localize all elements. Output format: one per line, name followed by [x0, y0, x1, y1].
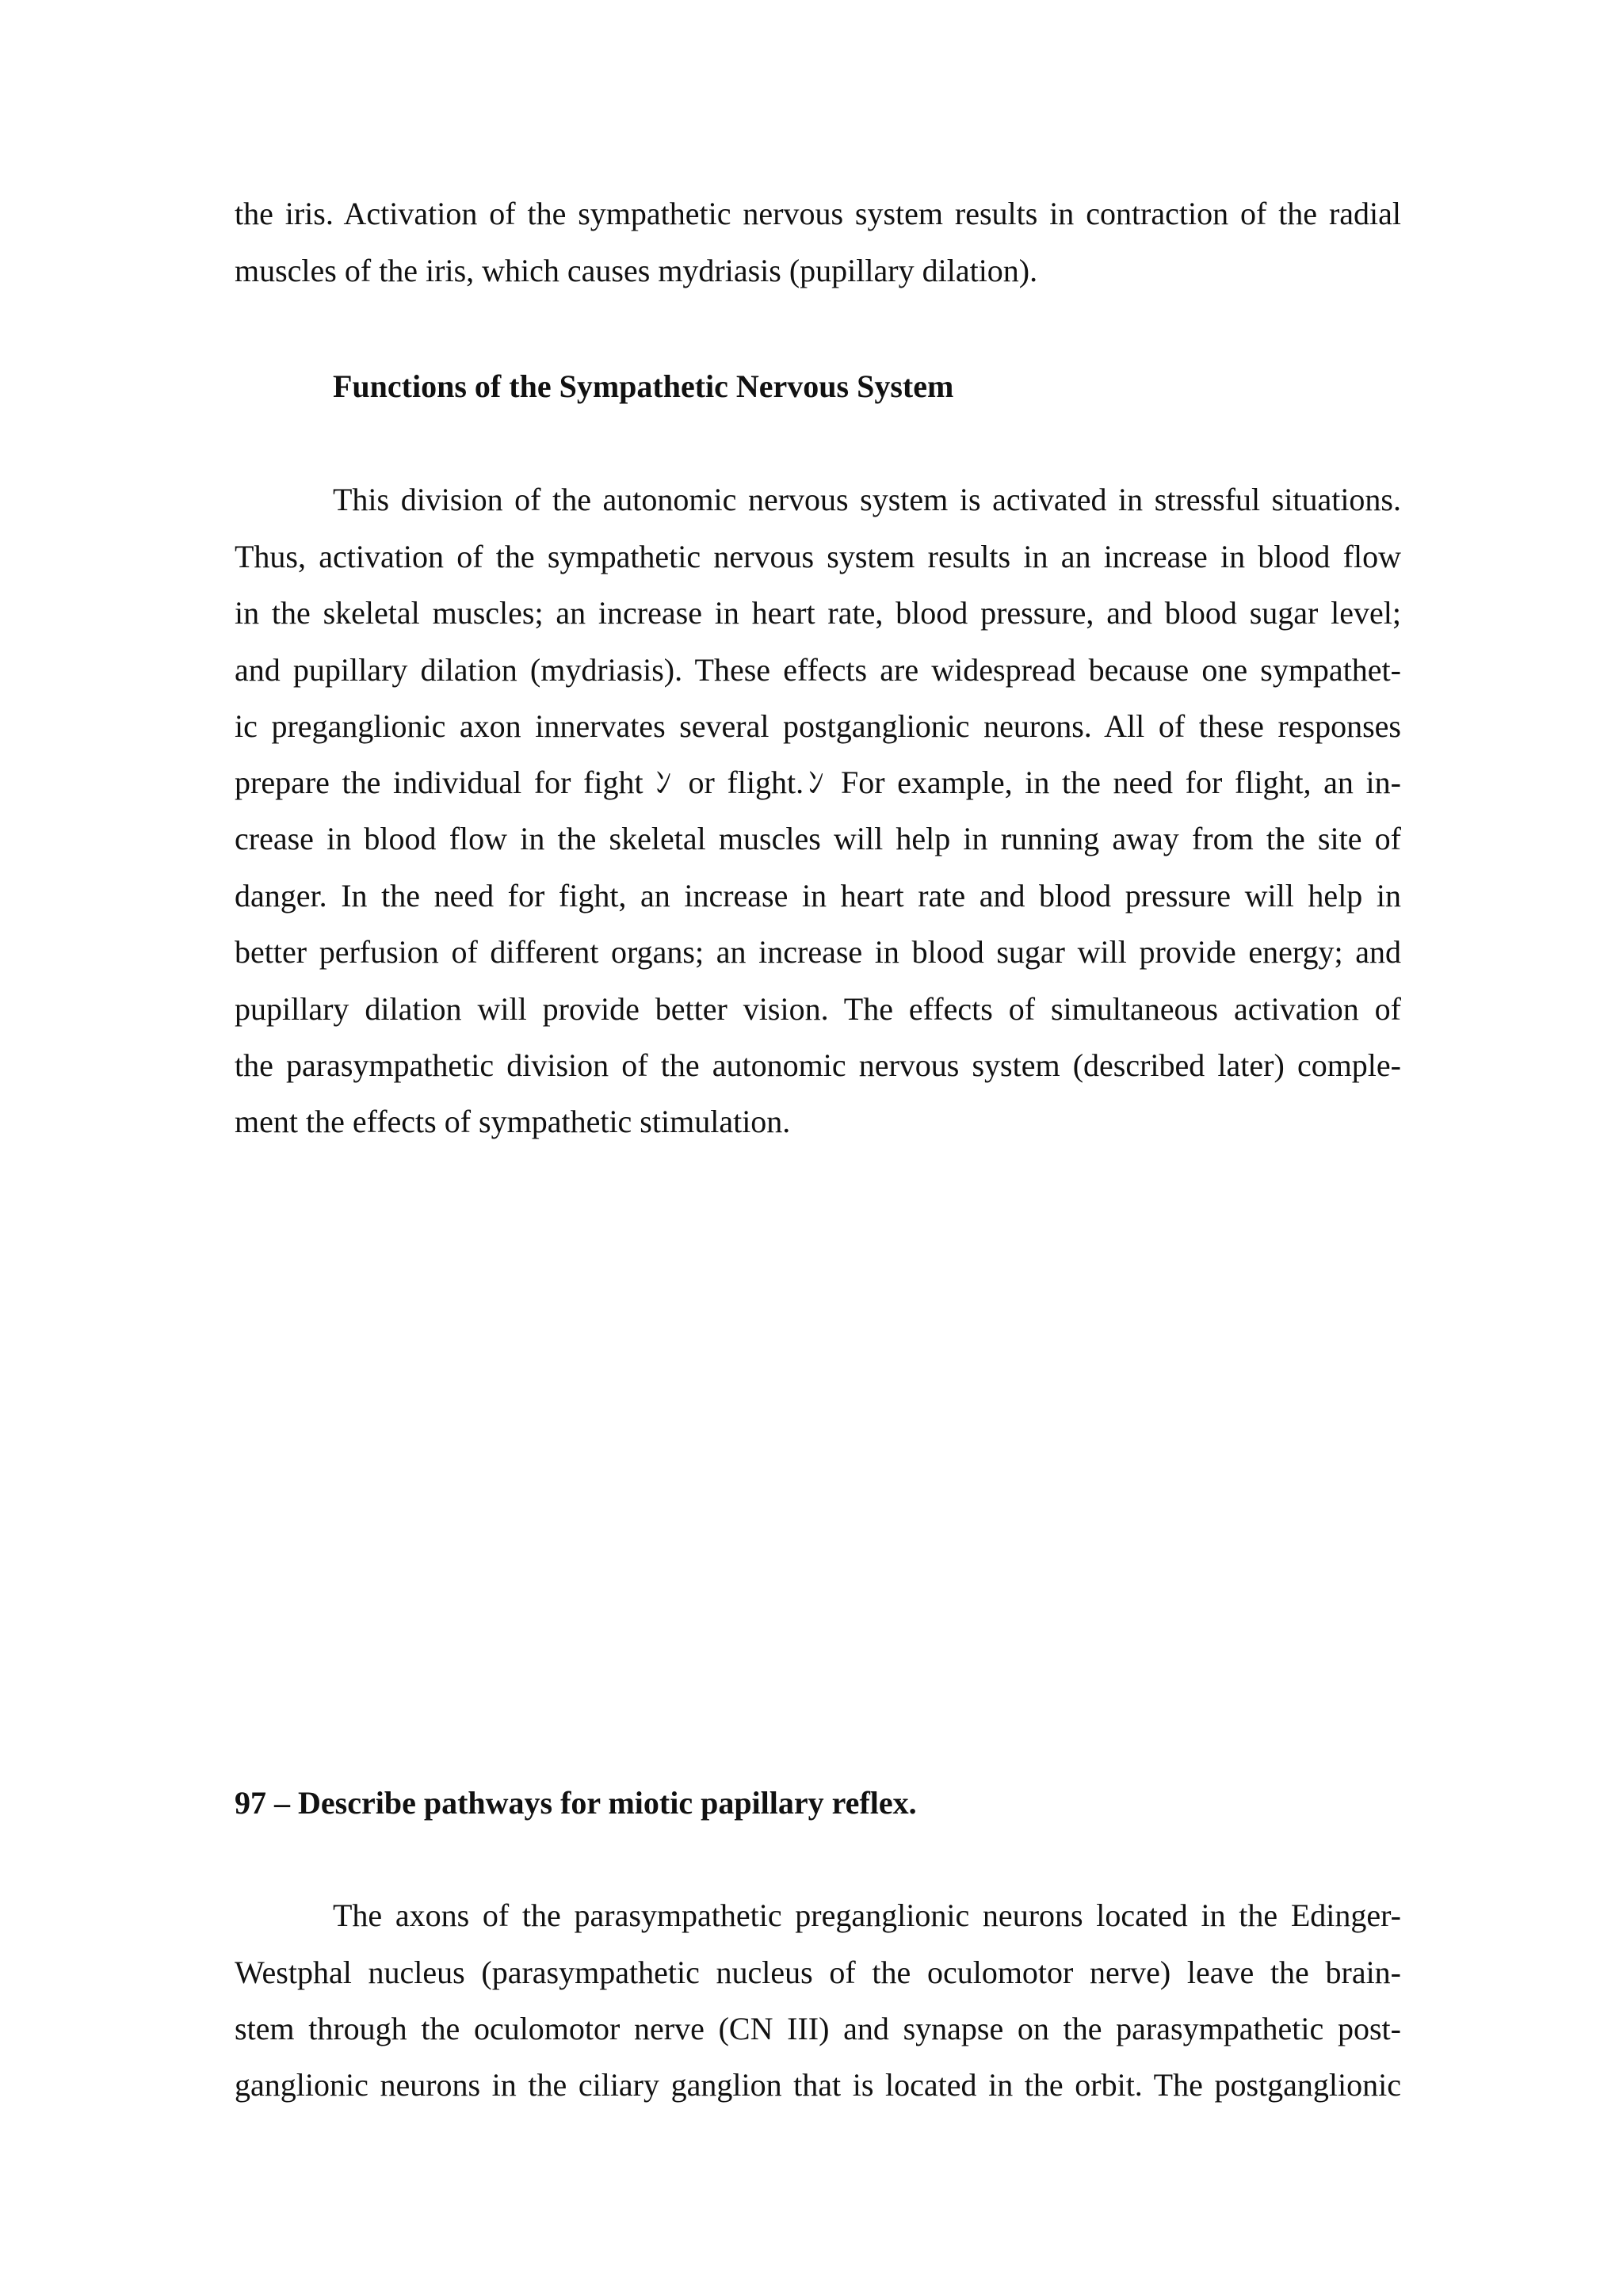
intro-line-2: muscles of the iris, which causes mydriasis (pupillary dilation).	[235, 253, 1038, 288]
sympathetic-line-7: crease in blood flow in the skeletal muscles will help in running away from the site of	[235, 821, 1401, 856]
sympathetic-line-2: Thus, activation of the sympathetic nervous system results in an increase in blood flow	[235, 539, 1401, 574]
question-line-1: The axons of the parasympathetic preganglionic neurons located in the Edinger-	[333, 1897, 1401, 1933]
sympathetic-line-5: ic preganglionic axon innervates several postganglionic neurons. All of these responses	[235, 708, 1401, 744]
sympathetic-line-9: better perfusion of different organs; an increase in blood sugar will provide energy; and	[235, 934, 1401, 970]
sympathetic-line-3: in the skeletal muscles; an increase in heart rate, blood pressure, and blood sugar level;	[235, 595, 1401, 631]
sympathetic-line-12: ment the effects of sympathetic stimulation.	[235, 1104, 791, 1139]
sympathetic-line-11: the parasympathetic division of the autonomic nervous system (described later) comple-	[235, 1047, 1401, 1083]
sympathetic-line-6: prepare the individual for fight ﾝ or flight.ﾝ For example, in the need for flight, an in-	[235, 765, 1401, 800]
sympathetic-line-1: This division of the autonomic nervous system is activated in stressful situations.	[333, 482, 1401, 517]
question-heading: 97 – Describe pathways for miotic papillary reflex.	[235, 1785, 917, 1821]
sympathetic-line-10: pupillary dilation will provide better vision. The effects of simultaneous activation of	[235, 991, 1401, 1027]
sympathetic-line-4: and pupillary dilation (mydriasis). These effects are widespread because one sympathet-	[235, 652, 1401, 688]
sympathetic-line-8: danger. In the need for fight, an increase in heart rate and blood pressure will help in	[235, 878, 1401, 913]
intro-line-1: the iris. Activation of the sympathetic nervous system results in contraction of the radial	[235, 196, 1401, 231]
question-line-4: ganglionic neurons in the ciliary ganglion that is located in the orbit. The postganglionic	[235, 2067, 1401, 2103]
question-line-3: stem through the oculomotor nerve (CN III) and synapse on the parasympathetic post-	[235, 2011, 1401, 2046]
question-line-2: Westphal nucleus (parasympathetic nucleus of the oculomotor nerve) leave the brain-	[235, 1955, 1401, 1990]
section-heading-sympathetic: Functions of the Sympathetic Nervous System	[333, 368, 954, 404]
